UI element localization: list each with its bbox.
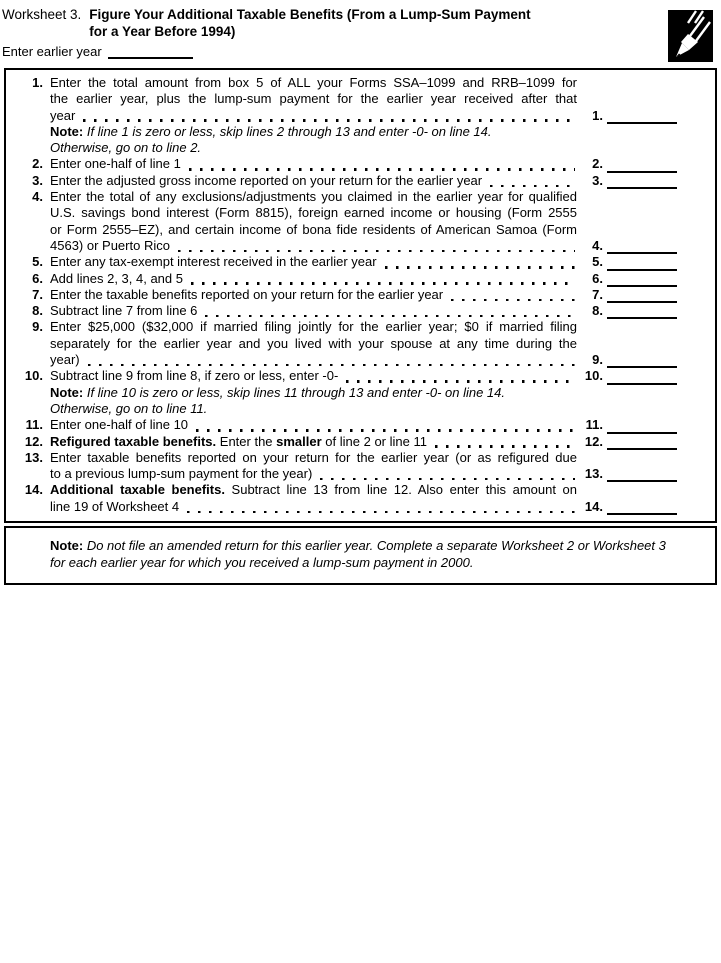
answer-line-number: 13. [584,466,603,482]
worksheet-line-9 [6,319,677,368]
worksheet-line-12 [6,434,677,450]
line-number: 13. [24,449,43,465]
text-line [50,173,577,189]
text-line [50,140,577,156]
text-line [50,156,577,172]
line-number-empty [6,385,50,418]
text-line-content [50,303,197,319]
answer-line-number: 14. [584,498,603,514]
footer-note-line [50,554,697,571]
text-segment: Enter the taxable benefits reported on your return for the earlier year [50,286,444,302]
text-line [50,222,577,238]
text-line [50,287,577,303]
worksheet-number-label: Worksheet 3. [2,7,82,22]
worksheet-title-line2: for a Year Before 1994) [89,24,236,39]
line-text [50,271,577,287]
text-segment: separately for the earlier year and you lived with your spouse at any time during the [50,335,577,351]
line-3-entry-field[interactable] [607,175,677,189]
worksheet-line-2 [6,156,677,172]
footer-note-text [50,537,697,571]
text-segment: Enter taxable benefits reported on your return for the earlier year (or as refigured due [50,449,577,465]
text-line [50,385,577,401]
text-segment: Enter one-half of line 1 [50,156,181,172]
answer-line-number: 6. [592,270,603,286]
text-line [50,124,577,140]
line-text [50,156,577,172]
line-text [50,173,577,189]
text-line [50,75,577,91]
text-line-content [50,254,377,270]
answer-line-number: 5. [592,254,603,270]
text-line-content [50,271,183,287]
dot-leader [191,282,575,285]
dot-leader [385,266,575,269]
text-line [50,189,577,205]
text-segment: Enter the [216,433,277,449]
answer-cell [577,271,677,287]
line-10-entry-field[interactable] [607,371,677,385]
line-text [50,287,577,303]
line-number: 2. [32,156,43,172]
answer-line-number: 3. [592,172,603,188]
line-text [50,303,577,319]
text-segment: Otherwise, go on to line 11. [50,400,208,416]
line-number: 3. [32,172,43,188]
line-number: 10. [24,368,43,384]
dot-leader [88,364,575,367]
text-segment: Subtract line 9 from line 8, if zero or less, enter -0- [50,368,339,384]
line-11-entry-field[interactable] [607,420,677,434]
answer-line-number: 4. [592,237,603,253]
answer-line-number: 2. [592,156,603,172]
text-segment: Enter the total amount from box 5 of ALL your Forms SSA–1099 and RRB–1099 for [50,75,577,90]
answer-cell [577,303,677,319]
dot-leader [451,299,575,302]
answer-cell [577,417,677,433]
text-segment: smaller [276,433,322,449]
answer-cell [577,108,677,124]
answer-line-number: 7. [592,286,603,302]
dot-leader [490,185,575,188]
line-number: 7. [32,286,43,302]
line-4-entry-field[interactable] [607,240,677,254]
worksheet-line-8 [6,303,677,319]
answer-cell [577,499,677,515]
worksheet-rows [6,75,677,515]
answer-cell [577,287,677,303]
answer-cell [577,352,677,368]
text-line [50,271,577,287]
footer-note-box [4,526,717,585]
dot-leader [189,168,575,171]
text-segment: Note: [50,123,84,139]
text-segment: the earlier year, plus the lump-sum payment for the earlier year received after that [50,91,577,107]
line-text [50,482,577,515]
text-segment: Add lines 2, 3, 4, and 5 [50,270,183,286]
answer-line-number: 11. [585,417,603,433]
text-line [50,482,577,498]
line-2-entry-field[interactable] [607,159,677,173]
text-line-content [50,434,427,450]
dot-leader [83,119,575,122]
text-segment: Refigured taxable benefits. [50,433,217,449]
text-line [50,466,577,482]
text-segment: Enter $25,000 ($32,000 if married filing jointly for the earlier year; $0 if married filing [50,319,577,335]
line-number: 11. [25,417,43,433]
answer-cell [577,368,677,384]
inline-note [6,385,677,418]
text-line [50,368,577,384]
line-number: 6. [32,270,43,286]
text-line [50,108,577,124]
pencil-icon [668,10,713,62]
text-line-content [50,173,482,189]
dot-leader [346,380,575,383]
text-line-content [50,499,179,515]
text-line [50,303,577,319]
line-14-entry-field[interactable] [607,501,677,515]
text-segment: year [50,107,76,123]
dot-leader [196,429,575,432]
text-line [50,352,577,368]
worksheet-line-5 [6,254,677,270]
line-text [50,254,577,270]
text-line-content [50,417,188,433]
text-segment: If line 10 is zero or less, skip lines 11 through 13 and enter -0- on line 14. [83,384,505,400]
text-line-content [50,368,338,384]
answer-cell [577,434,677,450]
text-line-content [50,238,170,254]
worksheet-box [4,68,717,523]
worksheet-line-4 [6,189,677,254]
text-segment: Additional taxable benefits. [50,482,225,498]
dot-leader [205,315,575,318]
footer-note-line [50,537,697,554]
earlier-year-entry-field[interactable] [108,46,193,59]
worksheet-line-7 [6,287,677,303]
inline-note [6,124,677,157]
text-segment: Subtract line 13 from line 12. Also enter this amount on [224,482,577,498]
worksheet-line-14 [6,482,677,515]
line-text [50,385,577,418]
line-text [50,124,577,157]
line-text [50,434,577,450]
answer-line-number: 12. [584,433,603,449]
dot-leader [187,511,575,514]
text-segment: Enter the total of any exclusions/adjustments you claimed in the earlier year for qualified [50,189,577,205]
text-line-content [50,466,312,482]
line-number: 9. [32,319,43,335]
line-number: 1. [32,75,43,90]
text-line-content [50,156,181,172]
dot-leader [320,478,575,481]
answer-cell [577,254,677,270]
line-8-entry-field[interactable] [607,305,677,319]
line-text [50,368,577,384]
line-number: 8. [32,303,43,319]
text-line [50,254,577,270]
answer-cell [577,156,677,172]
line-number-empty [6,124,50,157]
answer-line-number: 10. [584,368,603,384]
line-number: 12. [24,433,43,449]
text-line [50,91,577,107]
line-12-entry-field[interactable] [607,436,677,450]
enter-earlier-year-row [2,44,193,59]
worksheet-line-10 [6,368,677,384]
text-segment: Enter the adjusted gross income reported on your return for the earlier year [50,172,483,188]
line-7-entry-field[interactable] [607,289,677,303]
line-13-entry-field[interactable] [607,468,677,482]
line-text [50,75,577,124]
worksheet-line-6 [6,271,677,287]
line-5-entry-field[interactable] [607,257,677,271]
text-line [50,450,577,466]
text-segment: or Form 2555–EZ), and certain income of bona fide residents of American Samoa (Form [50,221,577,237]
dot-leader [178,250,575,253]
text-segment: Do not file an amended return for this earlier year. Complete a separate Worksheet 2 or Worksheet 3 [83,538,666,553]
text-segment: line 19 of Worksheet 4 [50,498,180,514]
line-text [50,189,577,254]
text-segment: Otherwise, go on to line 2. [50,140,202,156]
line-text [50,319,577,368]
answer-line-number: 8. [592,303,603,319]
text-segment: 4563) or Puerto Rico [50,237,170,253]
line-number: 4. [32,189,43,205]
dot-leader [435,445,575,448]
text-line [50,499,577,515]
text-segment: Note: [50,538,84,553]
text-segment: If line 1 is zero or less, skip lines 2 through 13 and enter -0- on line 14. [83,123,492,139]
text-segment: year) [50,352,80,368]
text-line [50,336,577,352]
worksheet-header [2,6,632,40]
text-line [50,434,577,450]
line-6-entry-field[interactable] [607,273,677,287]
line-9-entry-field[interactable] [607,354,677,368]
worksheet-line-13 [6,450,677,483]
line-number: 5. [32,254,43,270]
enter-earlier-year-label: Enter earlier year [2,44,102,59]
answer-cell [577,173,677,189]
text-line [50,319,577,335]
text-segment: to a previous lump-sum payment for the year) [50,466,313,482]
line-text [50,450,577,483]
text-segment: Enter any tax-exempt interest received in the earlier year [50,254,377,270]
text-line [50,417,577,433]
text-segment: Note: [50,384,84,400]
answer-line-number: 9. [592,352,603,368]
line-number: 14. [24,482,43,498]
worksheet-line-1 [6,75,677,124]
worksheet-title-line1: Figure Your Additional Taxable Benefits (From a Lump-Sum Payment [89,7,531,22]
line-1-entry-field[interactable] [607,110,677,124]
text-segment: for each earlier year for which you received a lump-sum payment in 2000. [50,555,474,570]
text-line [50,401,577,417]
worksheet-line-11 [6,417,677,433]
answer-cell [577,466,677,482]
answer-cell [577,238,677,254]
answer-line-number: 1. [592,107,603,123]
text-line [50,238,577,254]
text-line-content [50,352,80,368]
text-segment: of line 2 or line 11 [321,433,427,449]
text-line [50,205,577,221]
text-segment: U.S. savings bond interest (Form 8815), foreign earned income or housing (Form 2555 [50,205,577,221]
text-line-content [50,108,75,124]
worksheet-line-3 [6,173,677,189]
worksheet-title [89,6,530,40]
text-line-content [50,287,443,303]
text-segment: Enter one-half of line 10 [50,417,189,433]
text-segment: Subtract line 7 from line 6 [50,303,198,319]
line-text [50,417,577,433]
